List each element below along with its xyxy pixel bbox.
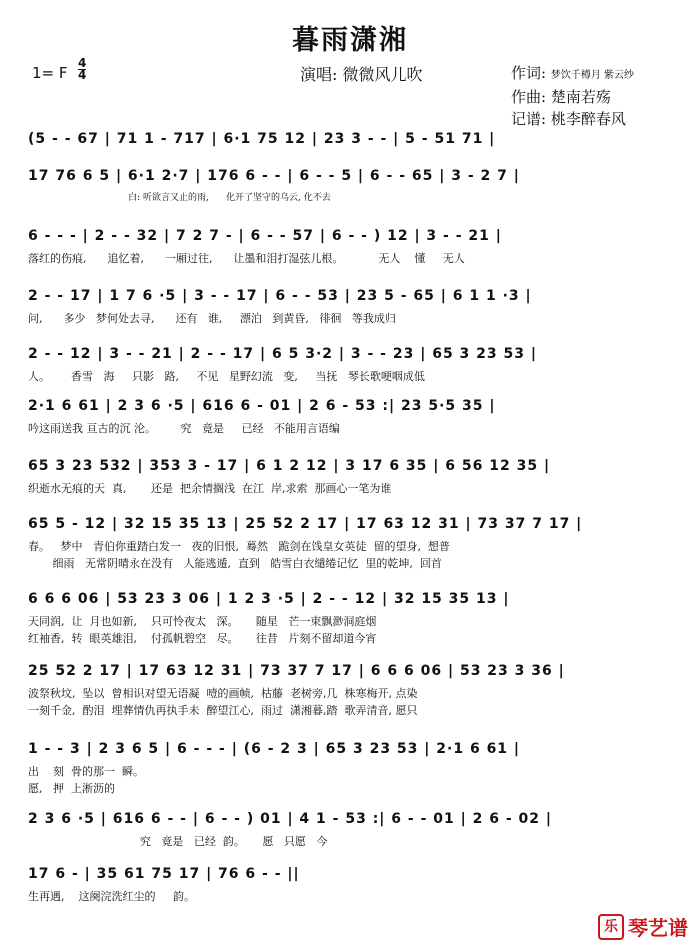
- notation-line: 65 5 - 12 | 32 15 35 13 | 25 52 2 17 | 17 63 12 31 | 73 37 7 17 |: [28, 516, 583, 532]
- score-row: [28, 657, 674, 719]
- score-row: [28, 392, 674, 437]
- composer-credit: [511, 86, 611, 107]
- meter-bottom: 4: [78, 68, 87, 82]
- notation-line: 17 6 - | 35 61 75 17 | 76 6 - - ||: [28, 866, 300, 882]
- lyric-line: 落红的伤痕, 追忆着, 一厢过往, 让墨和泪打湿弦儿根。 无人 懂 无人: [28, 252, 465, 265]
- score-row: [28, 282, 674, 327]
- score-row: [28, 735, 674, 797]
- watermark-logo: [598, 912, 688, 941]
- notation-line: 6 - - - | 2 - - 32 | 7 2 7 - | 6 - - 57 | 6 - - ) 12 | 3 - - 21 |: [28, 228, 502, 244]
- notation-line: 1 - - 3 | 2 3 6 5 | 6 - - - | (6 - 2 3 | 65 3 23 53 | 2·1 6 61 |: [28, 741, 521, 757]
- lyric-line: 春。 梦中 青伯你重踏白发一 夜的旧恨, 蓦然 跪剑在饯皇女英徒 留的望身, 想普: [28, 540, 450, 553]
- notation-line: 6 6 6 06 | 53 23 3 06 | 1 2 3 ·5 | 2 - - 12 | 32 15 35 13 |: [28, 591, 510, 607]
- composer-label: 作曲:: [511, 88, 547, 106]
- lyric-line: 愿, 押 上淅沥的: [28, 782, 115, 795]
- lyricist-label: 作词:: [511, 64, 547, 82]
- notation-line: (5 - - 67 | 71 1 - 717 | 6·1 75 12 | 23 3 - - | 5 - 51 71 |: [28, 131, 496, 147]
- notation-line: 25 52 2 17 | 17 63 12 31 | 73 37 7 17 | 6 6 6 06 | 53 23 3 36 |: [28, 663, 565, 679]
- lyric-line: 红袖香, 转 眼英雄泪, 付孤帆碧空 尽。 往昔 片刻不留却道今宵: [28, 632, 377, 645]
- key-signature: 1= F: [32, 64, 68, 82]
- notation-line: 2 - - 17 | 1 7 6 ·5 | 3 - - 17 | 6 - - 53 | 23 5 - 65 | 6 1 1 ·3 |: [28, 288, 532, 304]
- lyric-line: 一刻千金, 酌泪 埋葬情仇再执手未 醉望江心, 雨过 潇湘暮,踏 歌弄清音, 愿只: [28, 704, 418, 717]
- lyric-line: 天同润, 让 月也如新, 只可怜夜太 深。 随星 芒一束飘渺洞庭烟: [28, 615, 377, 628]
- lyric-line: 吟这雨送我 亘古的沉 沦。 究 竟是 已经 不能用言语编: [28, 422, 340, 435]
- lyric-line: 波祭秋坟, 坠以 曾相识对望无语凝 噎的画帧, 枯藤 老树旁,几 株寒梅开, 点染: [28, 687, 418, 700]
- logo-text: 琴艺谱: [628, 916, 688, 940]
- score-row: [28, 510, 674, 572]
- composer: 楚南若殇: [550, 88, 611, 106]
- lyric-line: 人。 香雪 海 只影 路, 不见 星野幻流 变, 当抚 琴长歌哽咽成低: [28, 370, 425, 383]
- score-row: [28, 860, 674, 905]
- lyric-line: 出 刻 骨的那一 瞬。: [28, 765, 144, 778]
- score-row: [28, 162, 674, 207]
- lyricist-credit: [511, 62, 634, 83]
- score-row: [28, 340, 674, 385]
- score-row: [28, 585, 674, 647]
- meter-top: 4: [78, 56, 87, 70]
- notation-line: 2·1 6 61 | 2 3 6 ·5 | 616 6 - 01 | 2 6 - 53 :| 23 5·5 35 |: [28, 398, 496, 414]
- lyric-line: 织逝水无痕的天 真, 还是 把余情搁浅 在江 岸,求索 那画心一笔为谁: [28, 482, 392, 495]
- lyric-line: 白: 听欲言又止的雨, 化开了坚守的乌云, 化不去: [28, 193, 331, 203]
- lyric-line: 生再遇, 这阕浣洗红尘的 韵。: [28, 890, 195, 903]
- lyric-line: 细雨 无常阴晴永在没有 人能逃遁, 直到 皓雪白衣缱绻记忆 里的乾坤, 回首: [28, 557, 442, 570]
- score-row: [28, 452, 674, 497]
- time-signature: [78, 58, 86, 81]
- logo-icon: 乐: [598, 914, 624, 940]
- singer: 演唱: 微微风儿吹: [300, 65, 423, 84]
- score-row: [28, 222, 674, 267]
- score-row: [28, 125, 674, 153]
- lyricist: 梦饮千樽月 紫云纱: [550, 70, 635, 81]
- song-title: 暮雨潇湘: [292, 25, 408, 56]
- score-row: [28, 805, 674, 850]
- notation-line: 65 3 23 532 | 353 3 - 17 | 6 1 2 12 | 3 17 6 35 | 6 56 12 35 |: [28, 458, 551, 474]
- lyric-line: 问, 多少 梦何处去寻, 还有 谁, 漂泊 到黄昏, 徘徊 等我成归: [28, 312, 396, 325]
- transcriber: 桃李醉春风: [550, 110, 626, 128]
- notation-line: 2 - - 12 | 3 - - 21 | 2 - - 17 | 6 5 3·2 | 3 - - 23 | 65 3 23 53 |: [28, 346, 538, 362]
- notation-line: 17 76 6 5 | 6·1 2·7 | 176 6 - - | 6 - - 5 | 6 - - 65 | 3 - 2 7 |: [28, 168, 520, 184]
- lyric-line: 究 竟是 已经 韵。 愿 只愿 今: [28, 835, 328, 848]
- transcriber-label: 记谱:: [511, 110, 547, 128]
- notation-line: 2 3 6 ·5 | 616 6 - - | 6 - - ) 01 | 4 1 - 53 :| 6 - - 01 | 2 6 - 02 |: [28, 811, 553, 827]
